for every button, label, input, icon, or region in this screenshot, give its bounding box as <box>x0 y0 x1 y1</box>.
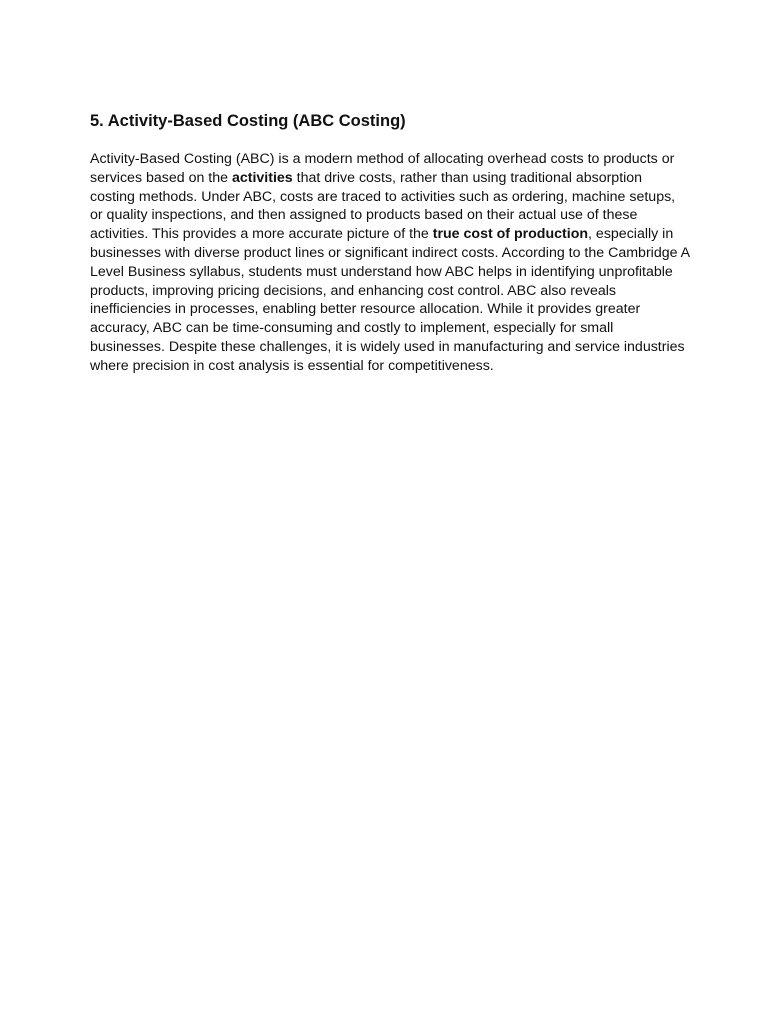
section-heading: 5. Activity-Based Costing (ABC Costing) <box>90 112 406 130</box>
bold-term-activities: activities <box>231 169 293 186</box>
paragraph-text-3: , especially in businesses with diverse product lines or significant indirect costs. According to the Cambridge A Level Business syllabus, students must understand how ABC helps in identifying unprofitable products, improving pricing decisions, and enhancing cost control. ABC also reveals inefficiencies in processes, enabling better resource allocation. While it provides greater accuracy, ABC can be time-consuming and costly to implement, especially for small businesses. Despite these challenges, it is widely used in manufacturing and service industries where precision in cost analysis is essential for competitiveness. <box>90 226 690 374</box>
paragraph-text-1: Activity-Based Costing (ABC) is a modern method of allocating overhead costs to products or services based on the <box>90 151 675 186</box>
bold-term-true-cost: true cost of production <box>432 226 589 243</box>
document-page <box>90 110 690 376</box>
paragraph-text-2: that drive costs, rather than using traditional absorption costing methods. Under ABC, costs are traced to activities such as ordering, machine setups, or quality inspections, and then assigned to products based on their actual use of these activities. This provides a more accurate picture of the <box>90 169 676 243</box>
body-paragraph <box>90 150 690 376</box>
